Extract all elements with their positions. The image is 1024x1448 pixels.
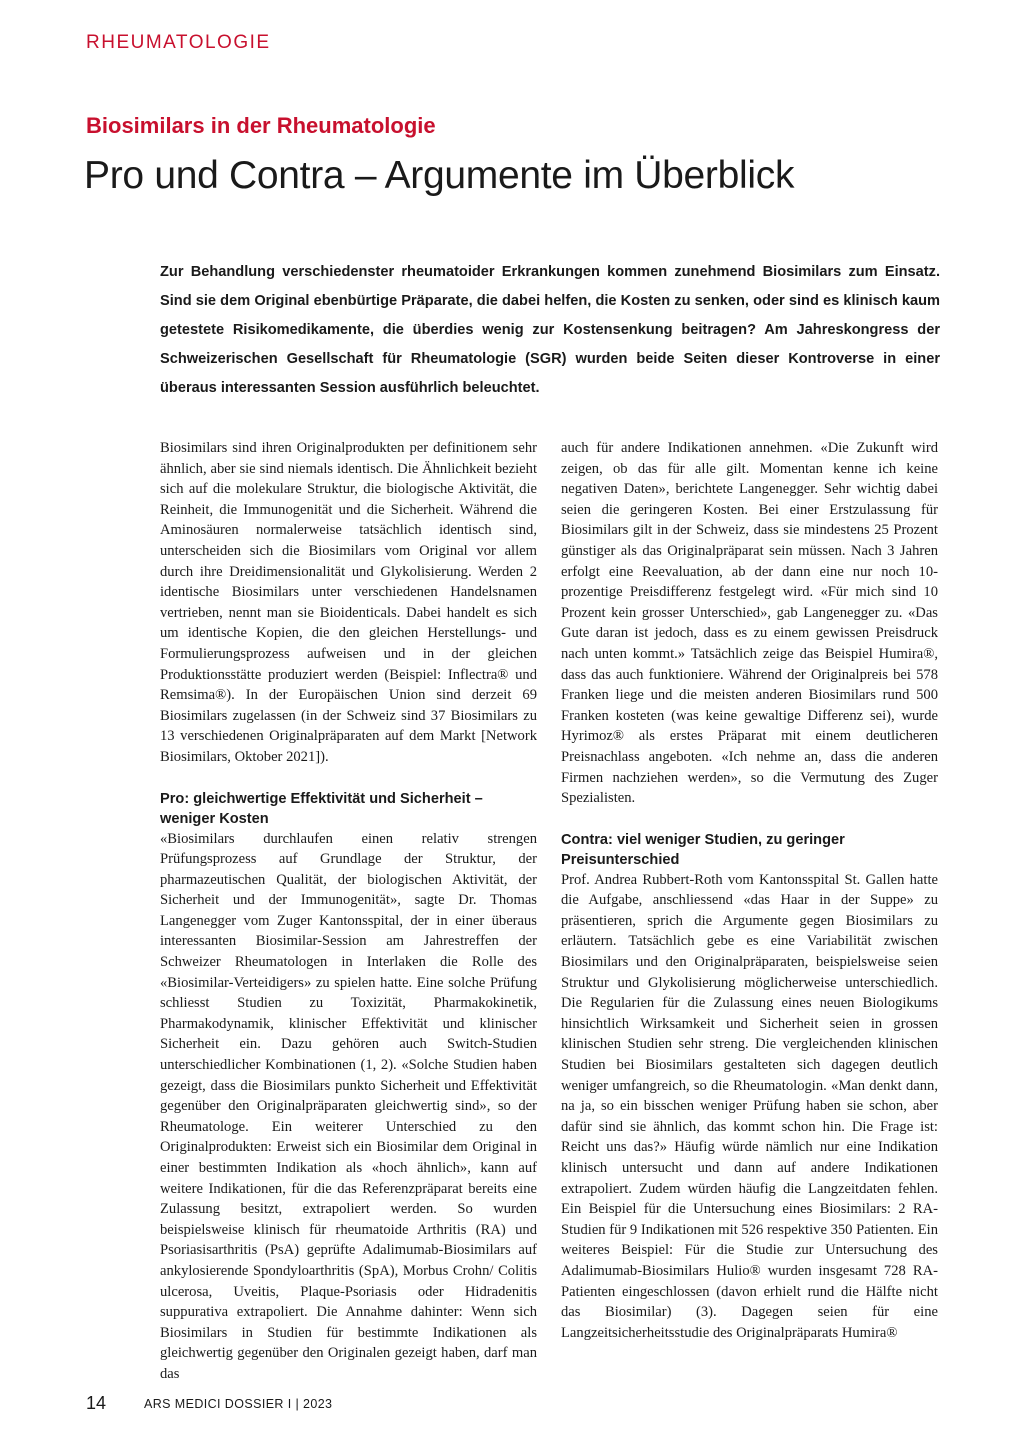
article-title: Pro und Contra – Argumente im Überblick bbox=[84, 154, 795, 197]
intro-paragraph: Biosimilars sind ihren Originalprodukten per definitionem sehr ähnlich, aber sie sind niemals identisch. Die Ähnlichkeit bezieht sich auf die molekulare Struktur, die biologische Aktivität, die Reinheit, die Immunogenität und die Sicherheit. Während die Aminosäuren normalerweise tatsächlich identisch sind, unterscheiden sich die Biosimilars vom Original vor allem durch ihre Dreidimensionalität und Glykolisierung. Werden 2 identische Biosimilars unter verschiedenen Handelsnamen vertrieben, nennt man sie Bioidenticals. Dabei handelt es sich um identische Kopien, die den gleichen Herstellungs- und Formulierungsprozess aufweisen und in der gleichen Produktionsstätte produziert werden (Beispiel: Inflectra® und Remsima®). In der Europäischen Union sind derzeit 69 Biosimilars zugelassen (in der Schweiz sind 37 Biosimilars zu 13 verschiedenen Originalpräparaten auf dem Markt [Network Biosimilars, Oktober 2021]). bbox=[160, 440, 537, 765]
pro-paragraph-continued: auch für andere Indikationen annehmen. «Die Zukunft wird zeigen, ob das für alle gilt. Momentan kenne ich keine negativen Daten», berichtete Langenegger. Sehr wichtig dabei seien die geringeren Kosten. Bei einer Erstzulassung für Biosimilars gilt in der Schweiz, dass sie mindestens 25 Prozent günstiger als das Originalpräparat sein müssen. Nach 3 Jahren erfolgt eine Reevaluation, ab der dann eine nur noch 10-prozentige Preisdifferenz festgelegt wird. «Für mich sind 10 Prozent kein grosser Unterschied», gab Langenegger zu. «Das Gute daran ist jedoch, dass es zu einem gewissen Preisdruck nach unten kommt.» Tatsächlich zeige das Beispiel Humira®, dass das auch funktioniere. Während der Originalpreis bei 578 Franken liege und die meisten anderen Biosimilars rund 500 Franken kosteten (was keine gewaltige Differenz sei), wurde Hyrimoz® als erstes Präparat mit einem deutlicheren Preisnachlass angeboten. «Ich nehme an, dass die anderen Firmen nachziehen werden», so die Vermutung des Zuger Spezialisten. bbox=[561, 440, 938, 807]
page-number: 14 bbox=[86, 1393, 107, 1413]
publication-name: ARS MEDICI DOSSIER I | 2023 bbox=[144, 1397, 333, 1411]
contra-heading: Contra: viel weniger Studien, zu geringer Preisunterschied bbox=[561, 831, 845, 868]
article-lead: Zur Behandlung verschiedenster rheumatoider Erkrankungen kommen zunehmend Biosimilars zum Einsatz. Sind sie dem Original ebenbürtige Präparate, die dabei helfen, die Kosten zu senken, oder sind es klinisch kaum getestete Risikomedikamente, die überdies wenig zur Kostensenkung beitragen? Am Jahreskongress der Schweizerischen Gesellschaft für Rheumatologie (SGR) wurden beide Seiten dieser Kontroverse in einer überaus interessanten Session ausführlich beleuchtet. bbox=[160, 264, 940, 396]
pro-paragraph-start: «Biosimilars durchlaufen einen relativ strengen Prüfungsprozess auf Grundlage der Struktur, der pharmazeutischen Qualität, der biologischen Aktivität, der Sicherheit und der Immunogenität», sagte Dr. Thomas Langenegger vom Zuger Kantonsspital, der in einer überaus interessanten Biosimilar-Session am Jahrestreffen der Schweizer Rheumatologen in Interlaken die Rolle des «Biosimilar-Verteidigers» zu spielen hatte. Eine solche Prüfung schliesst Studien zu Toxizität, Pharmakokinetik, Pharmakodynamik, klinischer Effektivität und klinischer Sicherheit ein. Dazu gehören auch Switch-Studien unterschiedlicher Kombinationen (1, 2). «Solche Studien haben gezeigt, dass die Biosimilars punkto Sicherheit und Effektivität gegenüber den Originalpräparaten gleichwertig sind», so der Rheumatologe. Ein weiterer Unterschied zu den Originalprodukten: Erweist sich ein Biosimilar dem Original in einer bestimmten Indikation als «hoch ähnlich», kann auf weitere Indikationen, für die das Referenzpräparat bereits eine Zulassung besitzt, extrapoliert werden. So wurden beispielsweise klinisch für rheumatoide Arthritis (RA) und Psoriasisarthritis (PsA) geprüfte Adalimumab-Biosimilars auf ankylosierende Spondyloarthritis (SpA), Morbus Crohn/ Colitis ulcerosa, Uveitis, Plaque-Psoriasis oder Hidradenitis suppurativa extrapoliert. Die Annahme dahinter: Wenn sich Biosimilars in Studien für bestimmte Indikationen als gleichwertig gegenüber den Originalen gezeigt haben, darf man das bbox=[160, 830, 537, 1382]
pro-heading: Pro: gleichwertige Effektivität und Sicherheit – weniger Kosten bbox=[160, 790, 483, 827]
section-label: RHEUMATOLOGIE bbox=[86, 32, 271, 53]
article-kicker: Biosimilars in der Rheumatologie bbox=[86, 113, 436, 138]
contra-paragraph: Prof. Andrea Rubbert-Roth vom Kantonsspital St. Gallen hatte die Aufgabe, anschliessend «das Haar in der Suppe» zu präsentieren, sprich die Argumente gegen Biosimilars zu erläutern. Tatsächlich gebe es eine Variabilität zwischen Biosimilars und den Originalpräparaten, beispielsweise seien Struktur und Glykolisierung möglicherweise unterschiedlich. Die Regularien für die Zulassung eines neuen Biologikums hinsichtlich Wirksamkeit und Sicherheit seien in grossen klinischen Studien sehr streng. Die vergleichenden klinischen Studien bei Biosimilars gestalteten sich dagegen deutlich weniger umfangreich, so die Rheumatologin. «Man denkt dann, na ja, so ein bisschen weniger Prüfung haben sie schon, aber dafür sind sie ähnlich, das kommt schon hin. Die Frage ist: Reicht uns das?» Häufig würde nämlich nur eine Indikation klinisch untersucht und dann auf andere Indikationen extrapoliert. Zudem würden häufig die Langzeitdaten fehlen. Ein Beispiel für die Untersuchung eines Biosimilars: 2 RA-Studien für 9 Indikationen mit 526 respektive 350 Patienten. Ein weiteres Beispiel: Für die Studie zur Untersuchung des Adalimumab-Biosimilars Hulio® wurden insgesamt 728 RA-Patienten eingeschlossen (davon erhielt rund die Hälfte nicht das Biosimilar) (3). Dagegen seien für eine Langzeitsicherheitsstudie des Originalpräparats Humira® bbox=[561, 871, 938, 1341]
left-column bbox=[160, 438, 537, 1385]
right-column bbox=[561, 438, 938, 1343]
